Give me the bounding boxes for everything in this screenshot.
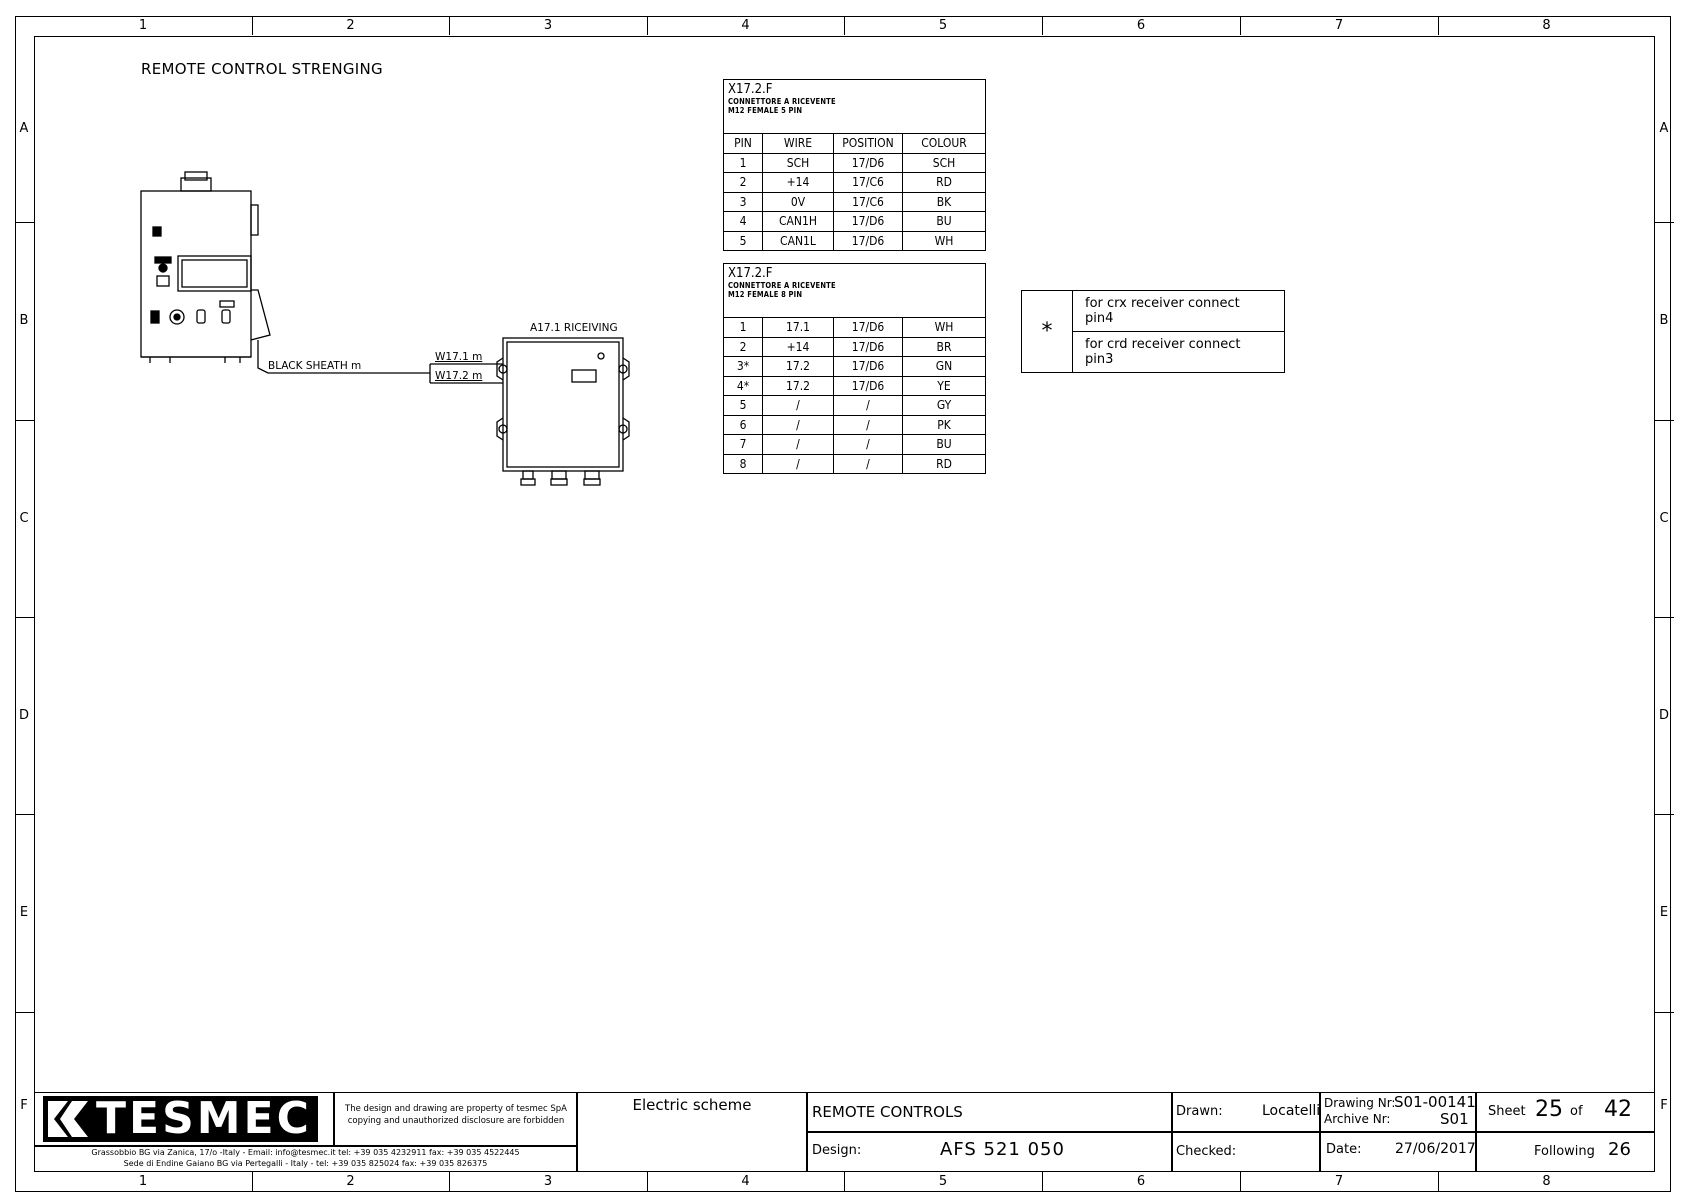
column-label-top: 1 [138, 18, 148, 33]
table-row [724, 357, 986, 377]
logo-mark-icon [46, 1099, 90, 1139]
design-label: Design: [812, 1143, 862, 1158]
column-label-top: 6 [1136, 18, 1146, 33]
row-label-right: D [1658, 707, 1669, 723]
table-cell: / [834, 396, 903, 416]
table-cell: GN [903, 357, 986, 377]
table-row [724, 337, 986, 357]
drawing-nr-label: Drawing Nr: [1324, 1096, 1396, 1110]
table-cell: GY [903, 396, 986, 416]
column-label-bottom: 5 [938, 1174, 948, 1189]
sheath-label: BLACK SHEATH m [268, 360, 362, 372]
row-label-left: F [20, 1098, 28, 1113]
table-cell: / [834, 415, 903, 435]
table-cell: RD [903, 454, 986, 474]
column-label-bottom: 7 [1334, 1174, 1344, 1189]
property-notice-1: The design and drawing are property of tesmec SpA [345, 1104, 567, 1114]
column-label-top: 7 [1334, 18, 1344, 33]
table-cell: 4 [724, 212, 763, 232]
table-cell: / [834, 454, 903, 474]
of-value: 42 [1604, 1097, 1632, 1122]
table-cell: +14 [763, 173, 834, 193]
table-cell: 17/C6 [834, 192, 903, 212]
table-cell: 5 [724, 231, 763, 251]
table-cell: / [763, 435, 834, 455]
table-cell: SCH [763, 153, 834, 173]
wire1-label: W17.1 m [435, 351, 483, 363]
address-line-2: Sede di Endine Gaiano BG via Pertegalli - Italy - tel: +39 035 825024 fax: +39 035 826375 [123, 1159, 488, 1168]
following-value: 26 [1608, 1139, 1631, 1160]
table-row [724, 153, 986, 173]
table-cell: 8 [724, 454, 763, 474]
column-label-top: 2 [346, 18, 355, 33]
row-label-left: D [18, 707, 29, 723]
table-cell: 17/D6 [834, 212, 903, 232]
table-cell: 0V [763, 192, 834, 212]
row-label-left: B [19, 313, 29, 328]
table-cell: PK [903, 415, 986, 435]
table2-title: X17.2.F [728, 266, 773, 281]
table-row [724, 454, 986, 474]
table-cell: 1 [724, 318, 763, 338]
table-cell: 2 [724, 337, 763, 357]
following-label: Following [1534, 1144, 1595, 1159]
table-cell: / [763, 415, 834, 435]
sheet-label: Sheet [1488, 1104, 1526, 1119]
table-cell: BK [903, 192, 986, 212]
table-cell: / [763, 454, 834, 474]
table2-subtitle1: CONNETTORE A RICEVENTE [728, 281, 836, 290]
table-row [724, 318, 986, 338]
table-cell: 17/D6 [834, 231, 903, 251]
column-label-top: 4 [741, 18, 750, 33]
table-cell: +14 [763, 337, 834, 357]
table-cell: RD [903, 173, 986, 193]
table-cell: / [834, 435, 903, 455]
table-cell: WH [903, 231, 986, 251]
address-line-1: Grassobbio BG via Zanica, 17/o -Italy - Email: info@tesmec.it tel: +39 035 4232911 fax: +39 035 4522445 [91, 1148, 520, 1157]
wire2-label: W17.2 m [435, 370, 483, 382]
receiver-label: A17.1 RICEIVING [530, 322, 618, 334]
table-row [724, 212, 986, 232]
table-cell: BR [903, 337, 986, 357]
table-cell: CAN1H [763, 212, 834, 232]
row-label-right: B [1659, 313, 1669, 328]
row-label-left: C [19, 510, 29, 526]
table-cell: 17.1 [763, 318, 834, 338]
note-table [1021, 290, 1285, 373]
scheme-type: Electric scheme [632, 1096, 752, 1114]
table-cell: 17/D6 [834, 318, 903, 338]
receiver-unit [497, 338, 629, 485]
table-cell: 17.2 [763, 376, 834, 396]
table-row [724, 415, 986, 435]
drawing-nr-value: S01-00141 [1394, 1093, 1476, 1111]
table1-title: X17.2.F [728, 82, 773, 97]
col-colour: COLOUR [903, 134, 986, 154]
col-pin: PIN [724, 134, 763, 154]
table-cell: 17/D6 [834, 153, 903, 173]
row-label-right: E [1659, 905, 1669, 920]
checked-label: Checked: [1176, 1144, 1237, 1159]
column-label-bottom: 3 [543, 1174, 553, 1189]
column-label-top: 8 [1542, 18, 1551, 33]
remote-control-unit [141, 172, 430, 373]
col-position: POSITION [834, 134, 903, 154]
archive-nr-value: S01 [1440, 1110, 1469, 1128]
table-cell: 3* [724, 357, 763, 377]
row-label-right: F [1660, 1098, 1668, 1113]
column-label-bottom: 8 [1542, 1174, 1551, 1189]
date-value: 27/06/2017 [1395, 1141, 1476, 1157]
sheet-value: 25 [1535, 1097, 1563, 1122]
table-row [724, 173, 986, 193]
table-cell: 17/C6 [834, 173, 903, 193]
design-value: AFS 521 050 [940, 1139, 1065, 1160]
table-cell: 7 [724, 435, 763, 455]
table-cell: 17/D6 [834, 376, 903, 396]
of-label: of [1570, 1104, 1583, 1119]
table-cell: 17/D6 [834, 357, 903, 377]
column-label-top: 3 [543, 18, 553, 33]
table-cell: 3 [724, 192, 763, 212]
table-cell: BU [903, 435, 986, 455]
column-label-bottom: 4 [741, 1174, 750, 1189]
row-label-left: A [19, 121, 29, 136]
column-label-top: 5 [938, 18, 948, 33]
archive-nr-label: Archive Nr: [1324, 1112, 1391, 1126]
table-row [724, 376, 986, 396]
logo-text: TESMEC [96, 1093, 312, 1144]
table-cell: CAN1L [763, 231, 834, 251]
note-line1: for crx receiver connect pin4 [1073, 291, 1285, 332]
table-cell: 5 [724, 396, 763, 416]
row-label-left: E [19, 905, 29, 920]
table-row [724, 435, 986, 455]
connector-table-5pin [723, 79, 986, 251]
table-cell: BU [903, 212, 986, 232]
row-label-right: A [1659, 121, 1669, 136]
table-row [724, 396, 986, 416]
table-row [724, 192, 986, 212]
col-wire: WIRE [763, 134, 834, 154]
note-symbol: * [1022, 291, 1073, 373]
table-cell: 4* [724, 376, 763, 396]
page-title: REMOTE CONTROL STRENGING [141, 60, 383, 78]
table-cell: SCH [903, 153, 986, 173]
subject: REMOTE CONTROLS [812, 1103, 963, 1121]
table2-subtitle2: M12 FEMALE 8 PIN [728, 290, 803, 299]
row-label-right: C [1659, 510, 1669, 526]
note-line2: for crd receiver connect pin3 [1073, 332, 1285, 373]
drawn-value: Locatelli [1262, 1103, 1321, 1119]
drawn-label: Drawn: [1176, 1104, 1223, 1119]
table1-subtitle1: CONNETTORE A RICEVENTE [728, 97, 836, 106]
table-cell: YE [903, 376, 986, 396]
column-label-bottom: 6 [1136, 1174, 1146, 1189]
property-notice-2: copying and unauthorized disclosure are forbidden [347, 1116, 565, 1126]
table-cell: / [763, 396, 834, 416]
table1-subtitle2: M12 FEMALE 5 PIN [728, 106, 803, 115]
table-cell: 2 [724, 173, 763, 193]
table-cell: 17.2 [763, 357, 834, 377]
table-cell: 1 [724, 153, 763, 173]
column-label-bottom: 1 [138, 1174, 148, 1189]
column-label-bottom: 2 [346, 1174, 355, 1189]
table-row [724, 231, 986, 251]
date-label: Date: [1326, 1142, 1362, 1157]
connector-table-8pin [723, 263, 986, 474]
table-cell: WH [903, 318, 986, 338]
table-cell: 6 [724, 415, 763, 435]
table-cell: 17/D6 [834, 337, 903, 357]
